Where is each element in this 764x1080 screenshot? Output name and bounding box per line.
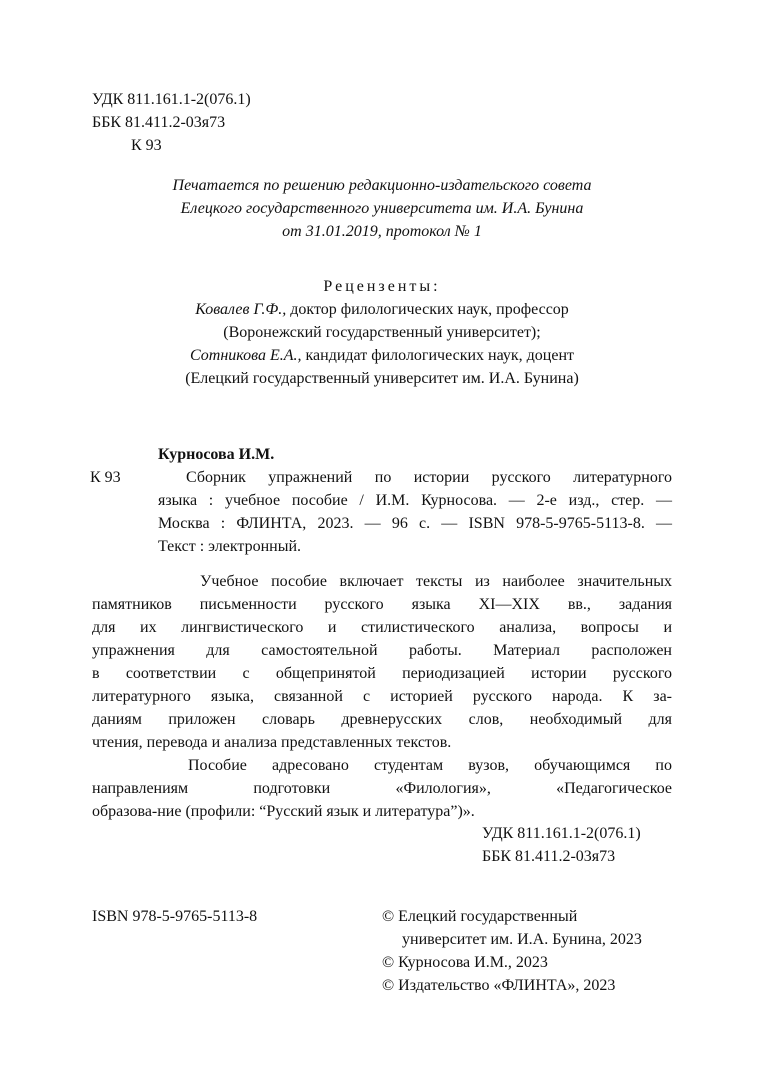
isbn: ISBN 978-5-9765-5113-8	[92, 908, 258, 925]
udk-code: УДК 811.161.1-2(076.1)	[92, 91, 251, 108]
abstract-line: чтения, перевода и анализа представленных текстов.	[92, 734, 452, 751]
bibliographic-description	[158, 467, 672, 559]
reviewers-block	[92, 276, 672, 391]
abstract-line: направлениям подготовки «Филология», «Педагогическое	[92, 780, 672, 797]
bib-line: языка : учебное пособие / И.М. Курносова. — 2-е изд., стер. —	[158, 492, 672, 509]
abstract	[92, 571, 672, 824]
abstract-line: для их лингвистического и стилистического анализа, вопросы и	[92, 619, 672, 636]
decision-line: Печатается по решению редакционно-издательского совета	[172, 177, 592, 194]
publishing-decision	[92, 175, 672, 244]
bib-author-mark: К 93	[90, 469, 121, 486]
copyright-line: университет им. И.А. Бунина, 2023	[402, 931, 642, 948]
abstract-line: образова-ние (профили: “Русский язык и литература”)».	[92, 803, 475, 820]
reviewer-org: (Елецкий государственный университет им. И.А. Бунина)	[185, 370, 579, 387]
reviewer-name: Ковалев Г.Ф.,	[195, 301, 287, 318]
reviewer-title: доктор филологических наук, профессор	[286, 301, 569, 318]
bib-line: Текст : электронный.	[158, 538, 302, 555]
decision-line: Елецкого государственного университета им. И.А. Бунина	[180, 200, 584, 217]
bbk-code-bottom: ББК 81.411.2-03я73	[482, 848, 616, 865]
abstract-line: в соответствии с общепринятой периодизацией истории русского	[92, 665, 672, 682]
reviewers-heading: Рецензенты:	[323, 278, 441, 295]
bib-line: Москва : ФЛИНТА, 2023. — 96 с. — ISBN 978-5-9765-5113-8. —	[158, 515, 672, 532]
copyright-line: © Курносова И.М., 2023	[382, 954, 548, 971]
bbk-code: ББК 81.411.2-03я73	[92, 114, 226, 131]
copyright-block	[382, 906, 642, 998]
reviewer-title: кандидат филологических наук, доцент	[301, 347, 575, 364]
author-mark: К 93	[131, 137, 162, 154]
abstract-line: Пособие адресовано студентам вузов, обучающимся по	[188, 757, 672, 774]
copyright-line: © Издательство «ФЛИНТА», 2023	[382, 977, 616, 994]
abstract-line: даниям приложен словарь древнерусских слов, необходимый для	[92, 711, 672, 728]
reviewer-name: Сотникова Е.А.,	[189, 347, 302, 364]
abstract-line: памятников письменности русского языка XI—XIX вв., задания	[92, 596, 672, 613]
decision-line: от 31.01.2019, протокол № 1	[282, 223, 482, 240]
bib-line: Сборник упражнений по истории русского литературного	[186, 469, 672, 486]
reviewer-org: (Воронежский государственный университет);	[223, 324, 541, 341]
abstract-line: литературного языка, связанной с историей русского народа. К за-	[92, 688, 672, 705]
abstract-line: упражнения для самостоятельной работы. Материал расположен	[92, 642, 672, 659]
abstract-line: Учебное пособие включает тексты из наиболее значительных	[200, 573, 672, 590]
book-author: Курносова И.М.	[158, 446, 275, 463]
reviewer-line	[92, 345, 672, 368]
reviewer-line	[92, 299, 672, 322]
udk-code-bottom: УДК 811.161.1-2(076.1)	[482, 825, 641, 842]
copyright-line: © Елецкий государственный	[382, 908, 578, 925]
